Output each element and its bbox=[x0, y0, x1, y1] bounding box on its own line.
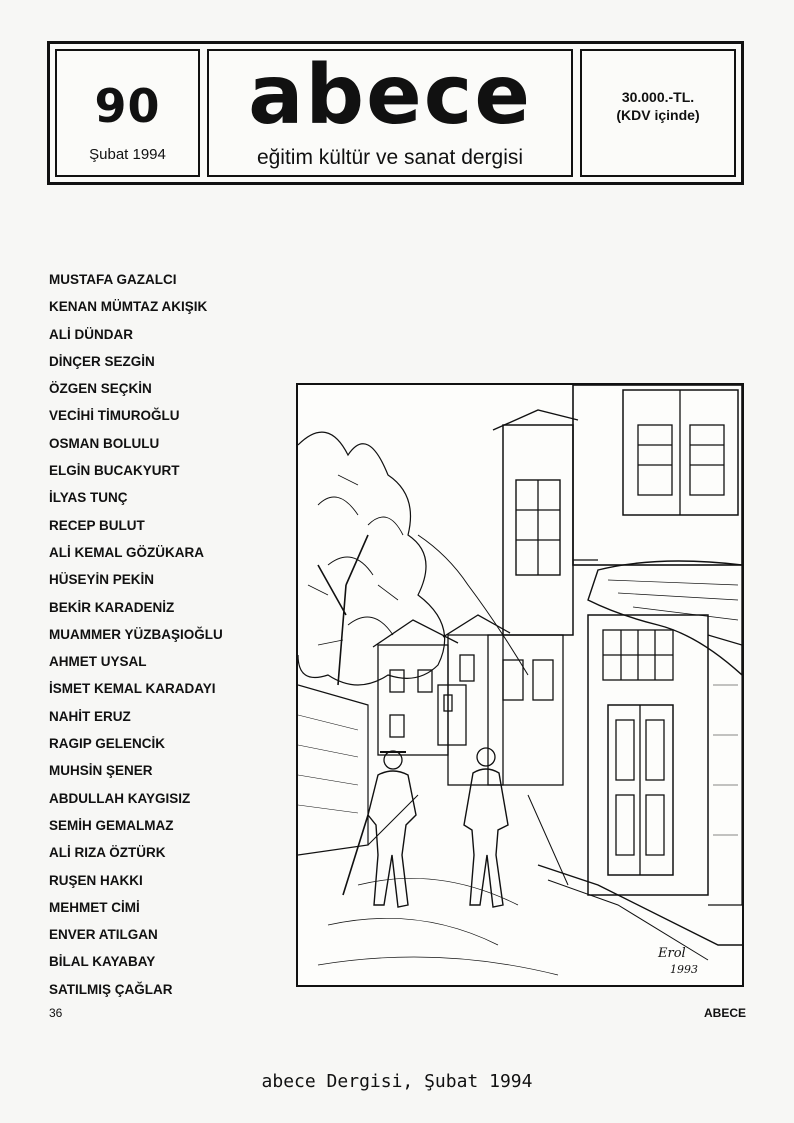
issue-number: 90 bbox=[94, 79, 161, 133]
author-name: RAGIP GELENCİK bbox=[49, 736, 166, 752]
author-name: ABDULLAH KAYGISIZ bbox=[49, 790, 191, 806]
journal-name-footer: ABECE bbox=[703, 1006, 746, 1020]
price-box bbox=[580, 49, 736, 177]
street-sketch bbox=[298, 385, 742, 985]
street-sketch-illustration bbox=[296, 383, 744, 987]
author-name: HÜSEYİN PEKİN bbox=[49, 572, 155, 588]
author-name: OSMAN BOLULU bbox=[49, 435, 160, 451]
page-number: 36 bbox=[49, 1006, 63, 1020]
image-caption: abece Dergisi, Şubat 1994 bbox=[261, 1071, 533, 1092]
author-name: SATILMIŞ ÇAĞLAR bbox=[49, 981, 173, 997]
author-name: MUSTAFA GAZALCI bbox=[49, 272, 177, 287]
author-name: İLYAS TUNÇ bbox=[49, 490, 128, 506]
author-name: MUHSİN ŞENER bbox=[49, 763, 153, 779]
price: 30.000.-TL. bbox=[621, 89, 695, 105]
author-name: ÖZGEN SEÇKİN bbox=[49, 381, 152, 397]
author-name: MUAMMER YÜZBAŞIOĞLU bbox=[49, 626, 223, 642]
issue-box bbox=[55, 49, 200, 177]
magazine-logo: abece bbox=[248, 48, 532, 143]
author-name: ENVER ATILGAN bbox=[49, 927, 158, 943]
author-name: ALİ RIZA ÖZTÜRK bbox=[49, 845, 166, 861]
author-name: DİNÇER SEZGİN bbox=[49, 353, 155, 369]
signature-year: 1993 bbox=[670, 963, 698, 976]
author-name: MEHMET CİMİ bbox=[49, 899, 140, 915]
author-name: VECİHİ TİMUROĞLU bbox=[49, 408, 180, 424]
author-name: NAHİT ERUZ bbox=[49, 708, 131, 724]
author-name: AHMET UYSAL bbox=[49, 654, 147, 670]
author-name: ALİ DÜNDAR bbox=[49, 326, 133, 342]
author-name: BİLAL KAYABAY bbox=[49, 954, 156, 970]
masthead bbox=[47, 41, 744, 185]
title-box bbox=[207, 49, 573, 177]
author-name: BEKİR KARADENİZ bbox=[49, 599, 175, 615]
author-name: KENAN MÜMTAZ AKIŞIK bbox=[49, 299, 208, 315]
author-name: RECEP BULUT bbox=[49, 517, 145, 533]
author-list bbox=[49, 270, 279, 1007]
magazine-tagline: eğitim kültür ve sanat dergisi bbox=[256, 146, 524, 169]
author-name: RUŞEN HAKKI bbox=[49, 872, 143, 888]
artist-signature: Erol bbox=[658, 946, 686, 961]
author-name: ELGİN BUCAKYURT bbox=[49, 463, 180, 479]
issue-date: Şubat 1994 bbox=[89, 146, 166, 163]
author-name: ALİ KEMAL GÖZÜKARA bbox=[49, 544, 204, 560]
author-name: SEMİH GEMALMAZ bbox=[49, 817, 174, 833]
author-name: İSMET KEMAL KARADAYI bbox=[49, 681, 216, 697]
vat-note: (KDV içinde) bbox=[616, 107, 700, 123]
